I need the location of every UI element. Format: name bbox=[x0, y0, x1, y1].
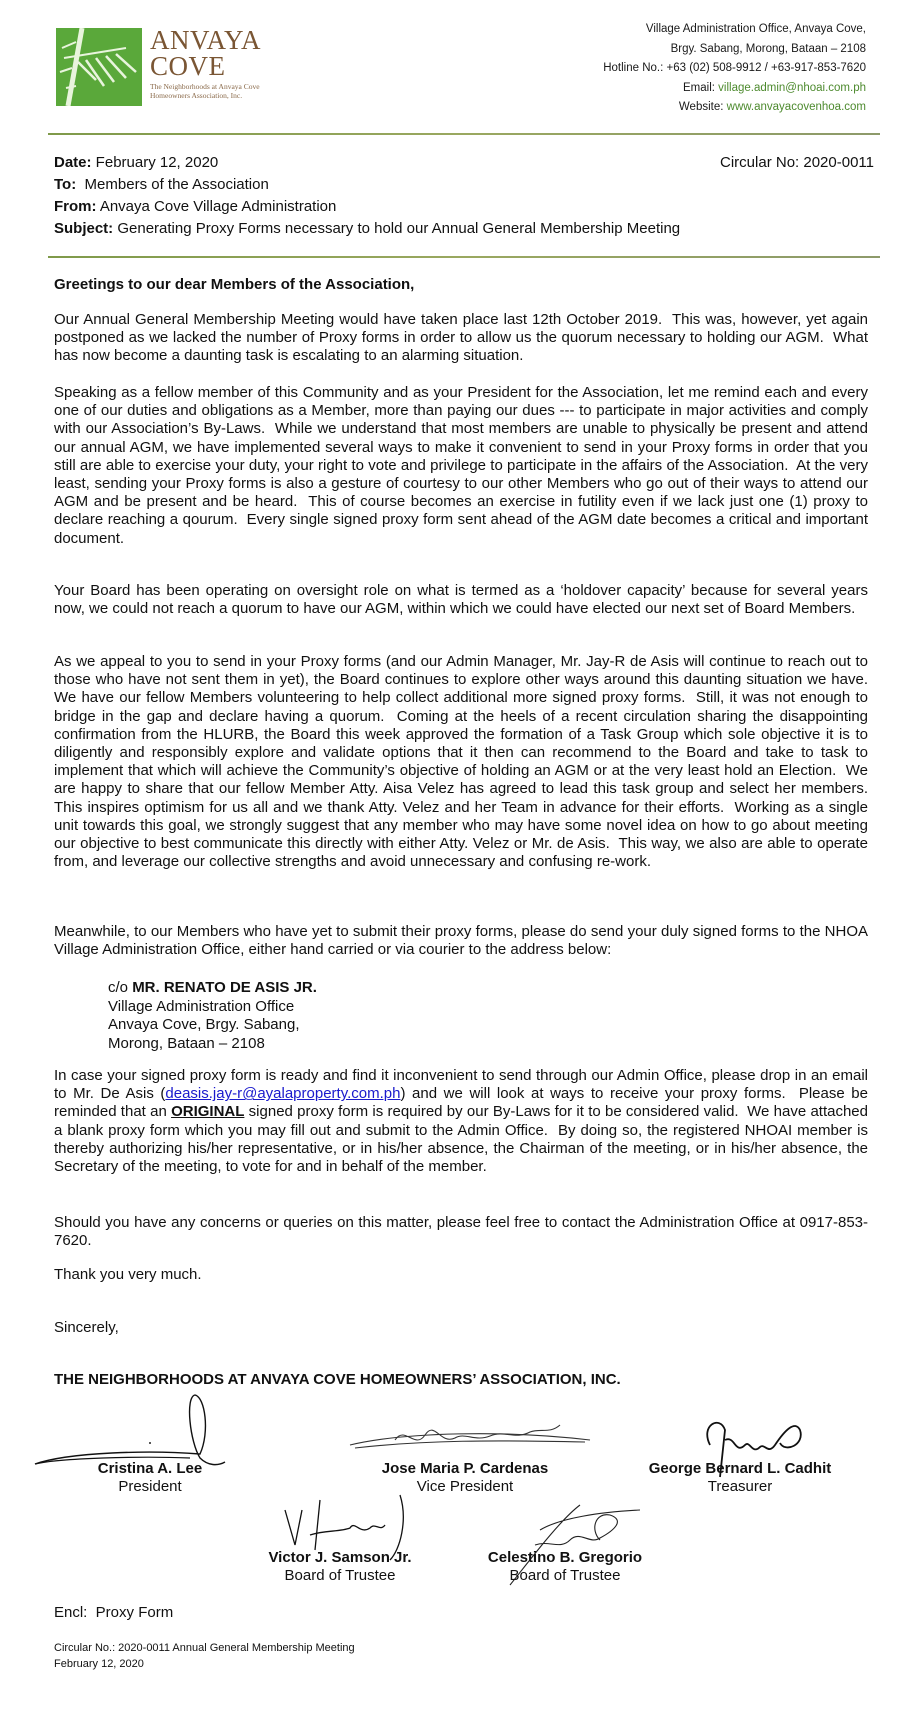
email-link[interactable]: village.admin@nhoai.com.ph bbox=[718, 81, 866, 94]
header-divider bbox=[48, 133, 880, 135]
email-label: Email: bbox=[683, 81, 719, 94]
paragraph-5: Meanwhile, to our Members who have yet to submit their proxy forms, please do send your duly signed forms to the NHOA Village Administration Office, either hand carried or via courier to the address below: bbox=[54, 923, 873, 959]
memo-to bbox=[54, 174, 874, 196]
signatory-name: George Bernard L. Cadhit bbox=[648, 1460, 832, 1477]
date-label: Date: bbox=[54, 154, 92, 171]
paragraph-4: As we appeal to you to send in your Proxy forms (and our Admin Manager, Mr. Jay-R de Asis will continue to reach out to those who have not sent them in yet), the Board continues to explore other ways around this daunting situation we have. We have our fellow Members volunteering to help collect additional more signed proxy forms. Still, it was not enough to bridge in the gap and declare having a quorum. Coming at the heels of a recent circulation sharing the disappointing confirmation from the HLURB, the Board this week approved the formation of a Task Group which sole objective it is to diligently and responsibly explore and validate options that it then can recommend to the Board and take to task to implement that which will achieve the Community’s objective of holding an AGM or at the very least hold an Election. We are happy to share that our fellow Member Atty. Aisa Velez has agreed to lead this task group and select her members. This inspires optimism for us all and we thank Atty. Velez and her Team in advance for their efforts. Working as a single unit towards this goal, we strongly suggest that any member who may have some novel idea on how to go about meeting our objective to best communicate this directly with either Atty. Velez or Mr. de Asis. This way, we also are able to operate from, and leverage our collective strengths and avoid unnecessary and confusing re-work. bbox=[54, 653, 877, 871]
closing: Sincerely, bbox=[54, 1319, 119, 1336]
memo-divider bbox=[48, 256, 880, 258]
website-link[interactable]: www.anvayacovenhoa.com bbox=[726, 101, 866, 113]
signatory-name: Celestino B. Gregorio bbox=[487, 1549, 643, 1566]
website-label: Website: bbox=[678, 101, 727, 113]
address-care-of bbox=[108, 979, 317, 998]
thanks-line: Thank you very much. bbox=[54, 1266, 202, 1283]
signatory-trustee-samson bbox=[260, 1549, 420, 1585]
date-value: February 12, 2020 bbox=[91, 154, 219, 171]
from-value: Anvaya Cove Village Administration bbox=[96, 198, 337, 215]
organization-name: THE NEIGHBORHOODS AT ANVAYA COVE HOMEOWNERS’ ASSOCIATION, INC. bbox=[54, 1371, 621, 1388]
paragraph-6-text-b: ) and we will look at ways to receive your proxy forms. Please be reminded that an bbox=[54, 1085, 873, 1121]
page-footer bbox=[54, 1640, 355, 1672]
paragraph-7: Should you have any concerns or queries on this matter, please feel free to contact the Administration Office at 0917-853-7620. bbox=[54, 1214, 868, 1250]
logo-subtitle-line1: The Neighborhoods at Anvaya Cove bbox=[150, 82, 260, 91]
subject-value: Generating Proxy Forms necessary to hold our Annual General Membership Meeting bbox=[113, 220, 681, 237]
signatory-title: Board of Trustee bbox=[509, 1567, 621, 1584]
address-city: Morong, Bataan – 2108 bbox=[108, 1034, 265, 1052]
association-logo bbox=[56, 26, 306, 110]
paragraph-6-text-a: In case your signed proxy form is ready and find it inconvenient to send through our Admin Office, please drop in an email to Mr. De Asis ( bbox=[54, 1067, 873, 1103]
address-line2: Brgy. Sabang, Morong, Bataan – 2108 bbox=[670, 42, 866, 55]
signatory-name: Cristina A. Lee bbox=[97, 1460, 203, 1477]
bamboo-icon bbox=[56, 28, 142, 106]
paragraph-3: Your Board has been operating on oversight role on what is termed as a ‘holdover capacity’ because for several years now, we could not reach a quorum to have our AGM, within which we could have elected our next set of Board Members. bbox=[54, 582, 873, 618]
footer-date: February 12, 2020 bbox=[54, 1658, 144, 1670]
signatory-name: Jose Maria P. Cardenas bbox=[381, 1460, 549, 1477]
signatory-title: Board of Trustee bbox=[284, 1567, 396, 1584]
paragraph-1: Our Annual General Membership Meeting would have taken place last 12th October 2019. This was, however, yet again postponed as we lacked the number of Proxy forms in order to allow us the quorum necessary to holding our AGM. What has now become a daunting task is escalating to an alarming situation. bbox=[54, 311, 873, 365]
paragraph-6-text-c: signed proxy form is required by our By-Laws for it to be considered valid. We have attached a blank proxy form which you may fill out and submit to the Admin Office. By doing so, the registered NHOAI member is thereby authorizing his/her representative, or in his/her absence, the Chairman of the meeting, or in his/her absence, the Secretary of the meeting, to vote for and in behalf of the member. bbox=[54, 1103, 873, 1176]
memo-subject bbox=[54, 218, 874, 240]
signatory-vice-president bbox=[355, 1460, 575, 1496]
logo-subtitle bbox=[150, 82, 260, 100]
contact-email-link[interactable]: deasis.jay-r@ayalaproperty.com.ph bbox=[165, 1085, 401, 1103]
paragraph-2: Speaking as a fellow member of this Community and as your President for the Association, let me remind each and every one of our duties and obligations as a Member, more than paying our dues --- to participate in major activities and comply with our Association’s By-Laws. While we understand that most members are unable to physically be present and attend our annual AGM, we have implemented several ways to make it convenient to send in your Proxy forms in order that you still are able to exercise your duty, your right to vote and privilege to participate in the affairs of the Association. At the very least, sending your Proxy forms is also a gesture of courtesy to our other Members who go out of their ways to attend our AGM and be present and be heard. This of course becomes an exercise in futility even if we lack just one (1) proxy to declare reaching a qourum. Every single signed proxy form sent ahead of the AGM date becomes a critical and important document. bbox=[54, 384, 873, 547]
to-label: To: bbox=[54, 176, 77, 193]
care-of-name: MR. RENATO DE ASIS JR. bbox=[132, 979, 317, 996]
memo-from bbox=[54, 196, 874, 218]
address-line1: Village Administration Office, Anvaya Cove, bbox=[645, 23, 866, 35]
signatory-president bbox=[75, 1460, 225, 1496]
address-barangay: Anvaya Cove, Brgy. Sabang, bbox=[108, 1016, 300, 1033]
paragraph-6 bbox=[54, 1067, 873, 1176]
address-office: Village Administration Office bbox=[108, 997, 295, 1015]
logo-subtitle-line2: Homeowners Association, Inc. bbox=[150, 91, 243, 100]
website-row bbox=[603, 98, 866, 118]
signatory-title: Vice President bbox=[416, 1478, 514, 1495]
care-of-prefix: c/o bbox=[108, 979, 133, 996]
contact-info bbox=[603, 20, 866, 118]
from-label: From: bbox=[54, 198, 97, 215]
signatory-title: Treasurer bbox=[707, 1478, 773, 1495]
subject-label: Subject: bbox=[54, 220, 114, 237]
greeting: Greetings to our dear Members of the Association, bbox=[54, 276, 415, 293]
email-row bbox=[603, 79, 866, 99]
logo-word-anvaya: ANVAYA bbox=[150, 25, 262, 55]
circular-number: Circular No: 2020-0011 bbox=[720, 154, 874, 171]
signatory-treasurer bbox=[640, 1460, 840, 1496]
original-emphasis: ORIGINAL bbox=[171, 1103, 245, 1121]
mailing-address bbox=[108, 979, 317, 1053]
footer-circular: Circular No.: 2020-0011 Annual General Membership Meeting bbox=[54, 1642, 355, 1654]
enclosure-note: Encl: Proxy Form bbox=[54, 1604, 174, 1621]
to-value: Members of the Association bbox=[76, 176, 269, 193]
logo-word-cove: COVE bbox=[150, 51, 226, 81]
signature-jose-maria-cardenas bbox=[345, 1410, 595, 1460]
signatory-title: President bbox=[118, 1478, 182, 1495]
signatory-name: Victor J. Samson Jr. bbox=[268, 1549, 412, 1566]
signatory-trustee-gregorio bbox=[480, 1549, 650, 1585]
hotline: Hotline No.: +63 (02) 508-9912 / +63-917-853-7620 bbox=[603, 62, 866, 74]
